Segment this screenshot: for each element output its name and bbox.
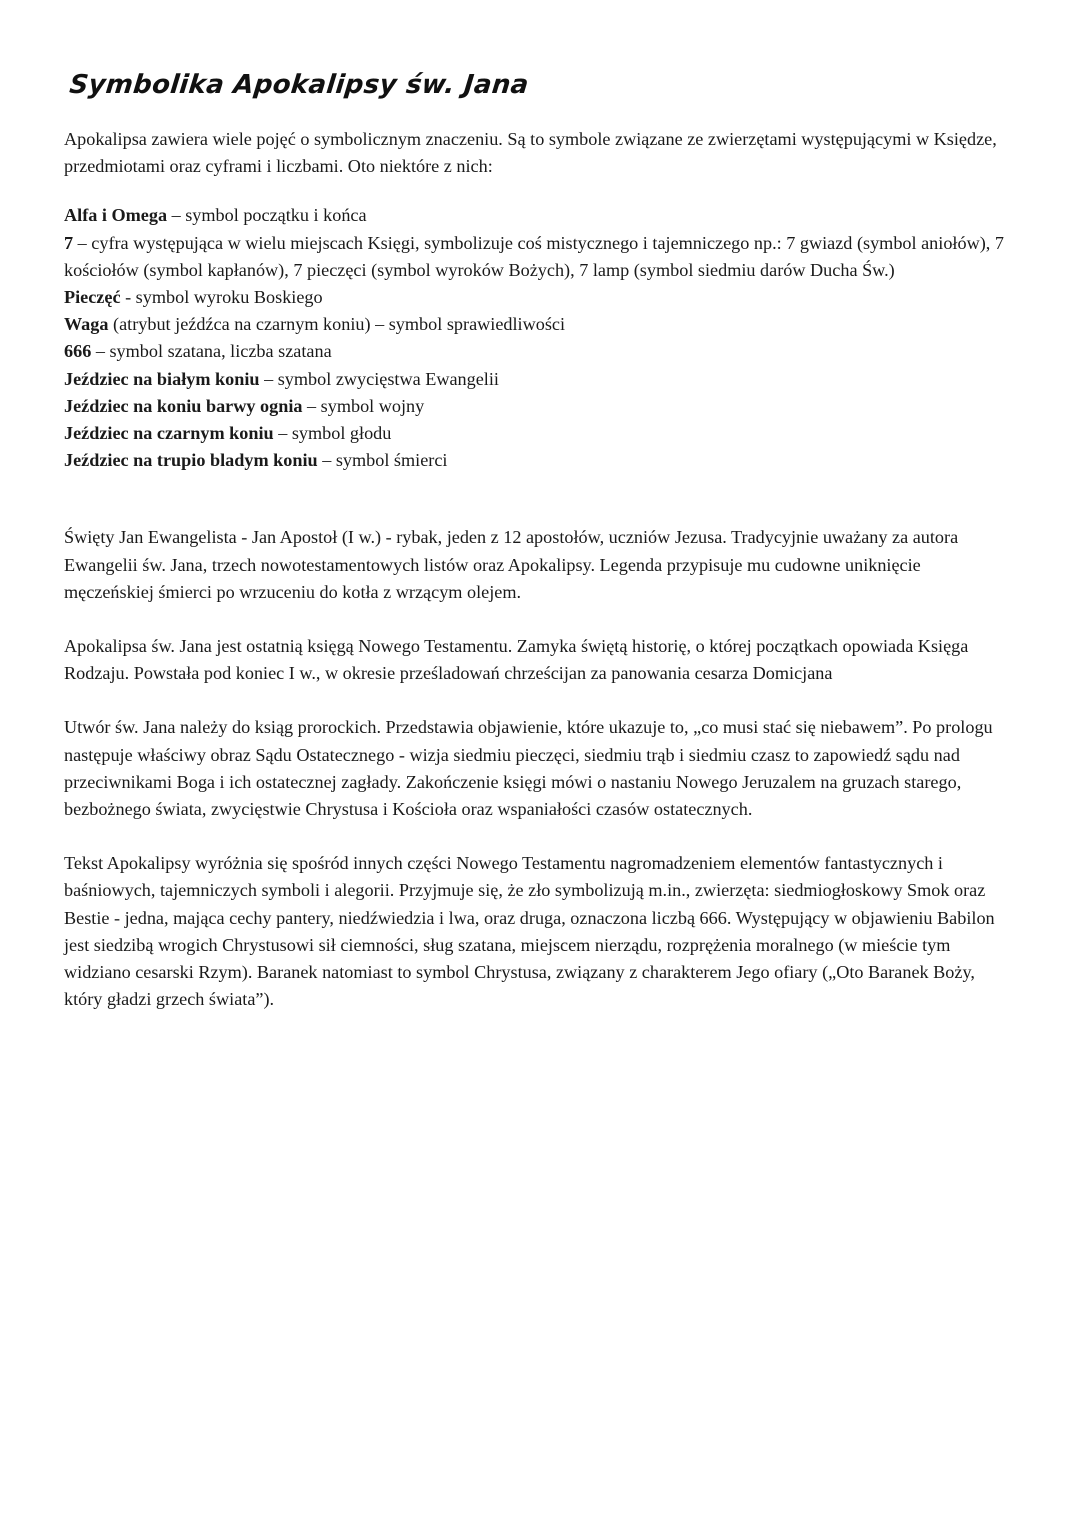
symbol-list bbox=[64, 202, 1014, 474]
symbol-item bbox=[64, 447, 1014, 474]
symbol-item bbox=[64, 366, 1014, 393]
symbol-term: Waga bbox=[64, 314, 109, 335]
symbol-definition: – symbol wojny bbox=[302, 395, 425, 416]
body-paragraph-st-john: Święty Jan Ewangelista - Jan Apostoł (I w.) - rybak, jeden z 12 apostołów, uczniów Jezusa. Tradycyjnie uważany za autora Ewangelii św. Jana, trzech nowotestamentowych listów oraz Apokalipsy. Legenda przypisuje mu cudowne uniknięcie męczeńskiej śmierci po wrzuceniu do kotła z wrzącym olejem. bbox=[64, 527, 959, 602]
symbol-definition: – symbol śmierci bbox=[317, 450, 448, 471]
symbol-definition: - symbol wyroku Boskiego bbox=[120, 287, 323, 308]
page-title: Symbolika Apokalipsy św. Jana bbox=[68, 70, 531, 100]
symbol-item bbox=[64, 230, 1014, 284]
body-paragraph-prophetic: Utwór św. Jana należy do ksiąg prorockich. Przedstawia objawienie, które ukazuje to, „co musi stać się niebawem”. Po prologu następuje właściwy obraz Sądu Ostatecznego - wizja siedmiu pieczęci, siedmiu trąb i siedmiu czasz to zapowiedź sądu nad przeciwnikami Boga i ich ostatecznej zagłady. Zakończenie księgi mówi o nastaniu Nowego Jeruzalem na gruzach starego, bezbożnego świata, zwycięstwie Chrystusa i Kościoła oraz wspaniałości czasów ostatecznych. bbox=[64, 717, 993, 820]
symbol-definition: – symbol zwycięstwa Ewangelii bbox=[259, 368, 499, 389]
symbol-term: 7 bbox=[64, 232, 74, 253]
symbol-definition: – cyfra występująca w wielu miejscach Księgi, symbolizuje coś mistycznego i tajemniczego np.: 7 gwiazd (symbol aniołów), 7 kościołów (symbol kapłanów), 7 pieczęci (symbol wyroków Bożych), 7 lamp (symbol siedmiu darów Ducha Św.) bbox=[64, 232, 1004, 280]
symbol-item bbox=[64, 284, 1014, 311]
symbol-item bbox=[64, 420, 1014, 447]
intro-paragraph: Apokalipsa zawiera wiele pojęć o symbolicznym znaczeniu. Są to symbole związane ze zwierzętami występującymi w Księdze, przedmiotami oraz cyframi i liczbami. Oto niektóre z nich: bbox=[64, 129, 997, 177]
symbol-item bbox=[64, 338, 1014, 365]
symbol-definition: – symbol szatana, liczba szatana bbox=[91, 341, 332, 362]
symbol-term: 666 bbox=[64, 341, 92, 362]
symbol-definition: – symbol głodu bbox=[273, 423, 392, 444]
symbol-item bbox=[64, 393, 1014, 420]
symbol-term: Jeździec na czarnym koniu bbox=[64, 423, 274, 444]
document-page bbox=[64, 60, 1014, 1040]
body-paragraph-symbols: Tekst Apokalipsy wyróżnia się spośród innych części Nowego Testamentu nagromadzeniem elementów fantastycznych i baśniowych, tajemniczych symboli i alegorii. Przyjmuje się, że zło symbolizują m.in., zwierzęta: siedmiogłoskowy Smok oraz Bestie - jedna, mająca cechy pantery, niedźwiedzia i lwa, oraz druga, oznaczona liczbą 666. Występujący w objawieniu Babilon jest siedzibą wrogich Chrystusowi sił ciemności, sług szatana, miejscem nierządu, rozprężenia moralnego (w mieście tym widziano cesarski Rzym). Baranek natomiast to symbol Chrystusa, związany z charakterem Jego ofiary („Oto Baranek Boży, który gładzi grzech świata”). bbox=[64, 853, 995, 1010]
symbol-item bbox=[64, 202, 1014, 229]
body-paragraph-apocalypse: Apokalipsa św. Jana jest ostatnią księgą Nowego Testamentu. Zamyka świętą historię, o której początkach opowiada Księga Rodzaju. Powstała pod koniec I w., w okresie prześladowań chrześcijan za panowania cesarza Domicjana bbox=[64, 636, 969, 684]
symbol-definition: (atrybut jeźdźca na czarnym koniu) – symbol sprawiedliwości bbox=[108, 314, 566, 335]
symbol-term: Pieczęć bbox=[64, 287, 121, 308]
symbol-term: Jeździec na białym koniu bbox=[64, 368, 260, 389]
symbol-term: Jeździec na koniu barwy ognia bbox=[64, 395, 303, 416]
symbol-term: Jeździec na trupio bladym koniu bbox=[64, 450, 318, 471]
symbol-item bbox=[64, 311, 1014, 338]
symbol-definition: – symbol początku i końca bbox=[167, 205, 367, 226]
symbol-term: Alfa i Omega bbox=[64, 205, 168, 226]
